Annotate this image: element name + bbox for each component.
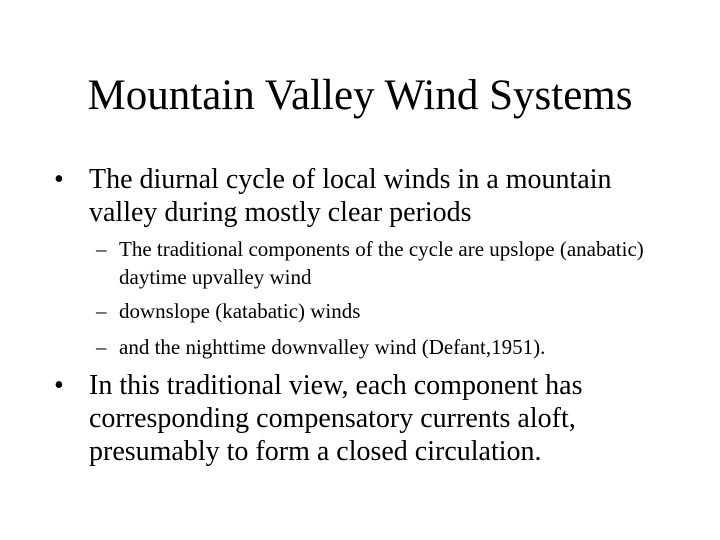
sub-bullet-marker: – (96, 299, 107, 323)
bullet-text: In this traditional view, each component has corresponding compensatory currents aloft, presumably to form a closed circulation. (89, 370, 583, 467)
slide-title: Mountain Valley Wind Systems (87, 72, 633, 119)
sub-bullet-marker: – (96, 335, 107, 359)
sub-bullet-item (96, 297, 656, 325)
bullet-marker: • (54, 164, 64, 195)
bullet-item (54, 163, 674, 229)
sub-bullet-text: downslope (katabatic) winds (119, 299, 361, 323)
sub-bullet-text: The traditional components of the cycle are upslope (anabatic) daytime upvalley wind (119, 237, 644, 289)
sub-bullet-item (96, 235, 656, 291)
bullet-marker: • (54, 370, 64, 401)
sub-bullet-item (96, 333, 656, 361)
sub-bullet-text: and the nighttime downvalley wind (Defant,1951). (119, 335, 546, 359)
bullet-item (54, 369, 674, 468)
sub-bullet-marker: – (96, 237, 107, 261)
bullet-text: The diurnal cycle of local winds in a mountain valley during mostly clear periods (89, 164, 612, 228)
